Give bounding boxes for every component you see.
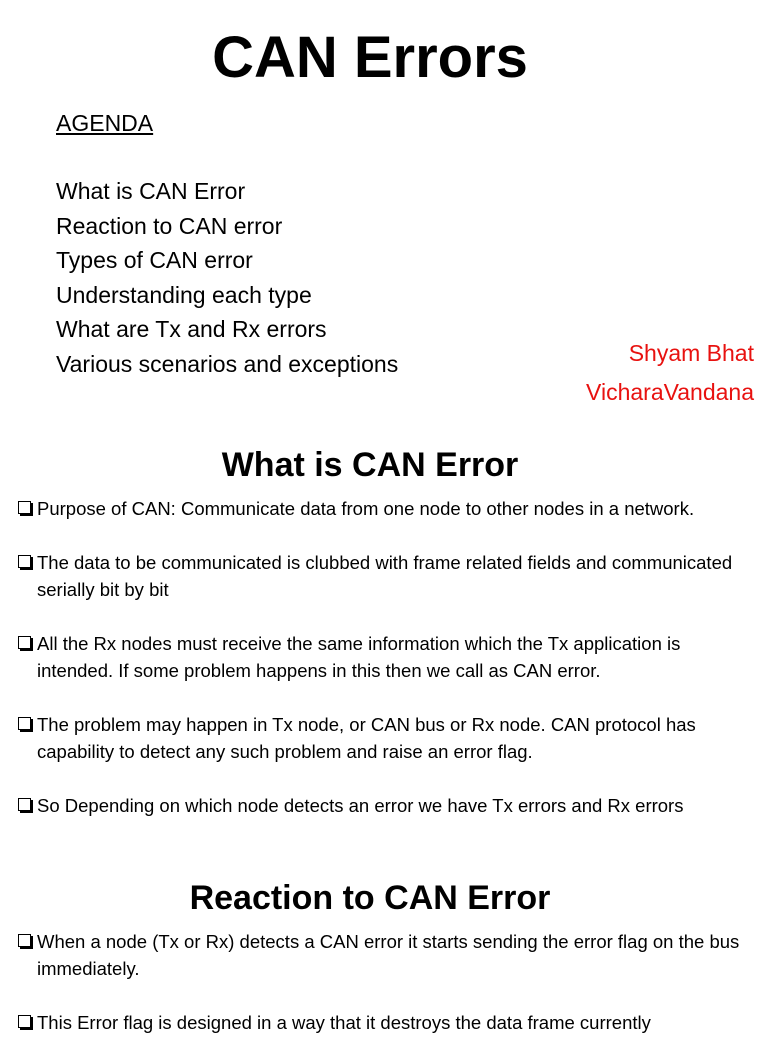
agenda-item: Various scenarios and exceptions <box>56 350 399 377</box>
bullet-item <box>16 711 758 765</box>
agenda-item: Types of CAN error <box>56 247 253 273</box>
checkbox-bullet-icon <box>18 798 31 811</box>
checkbox-bullet-icon <box>18 1015 31 1028</box>
checkbox-bullet-icon <box>18 636 31 649</box>
agenda-item: What are Tx and Rx errors <box>56 316 327 342</box>
author-org: VicharaVandana <box>586 379 754 405</box>
bullet-text: So Depending on which node detects an error we have Tx errors and Rx errors <box>37 795 684 816</box>
checkbox-bullet-icon <box>18 934 31 947</box>
agenda-item: Understanding each type <box>56 281 312 308</box>
section-title-what-is-can-error: What is CAN Error <box>221 446 519 484</box>
bullet-text: Purpose of CAN: Communicate data from one node to other nodes in a network. <box>37 498 695 519</box>
author-name: Shyam Bhat <box>628 340 754 366</box>
bullet-text: The problem may happen in Tx node, or CAN bus or Rx node. CAN protocol has capability to detect any such problem and raise an error flag. <box>37 714 696 762</box>
bullet-item <box>16 928 758 982</box>
bullet-text: This Error flag is designed in a way that it destroys the data frame currently <box>37 1012 651 1033</box>
bullet-text: When a node (Tx or Rx) detects a CAN error it starts sending the error flag on the bus immediately. <box>37 931 740 979</box>
agenda-item: Reaction to CAN error <box>56 212 283 239</box>
bullet-text: All the Rx nodes must receive the same information which the Tx application is intended. If some problem happens in this then we call as CAN error. <box>37 633 681 681</box>
bullet-item <box>16 792 758 819</box>
bullet-text: The data to be communicated is clubbed with frame related fields and communicated serially bit by bit <box>37 552 733 600</box>
checkbox-bullet-icon <box>18 555 31 568</box>
agenda-item: What is CAN Error <box>56 178 246 204</box>
agenda-heading: AGENDA <box>56 110 154 136</box>
section-title-reaction-to-can-error: Reaction to CAN Error <box>189 879 551 917</box>
bullet-item <box>16 549 758 603</box>
checkbox-bullet-icon <box>18 717 31 730</box>
bullet-item <box>16 630 758 684</box>
checkbox-bullet-icon <box>18 501 31 514</box>
page-title: CAN Errors <box>212 25 528 90</box>
bullet-item <box>16 1009 758 1036</box>
section-bullet-list <box>16 928 758 1063</box>
bullet-item <box>16 495 758 522</box>
agenda-list <box>56 174 398 381</box>
author-block <box>586 334 754 412</box>
section-bullet-list <box>16 495 758 846</box>
